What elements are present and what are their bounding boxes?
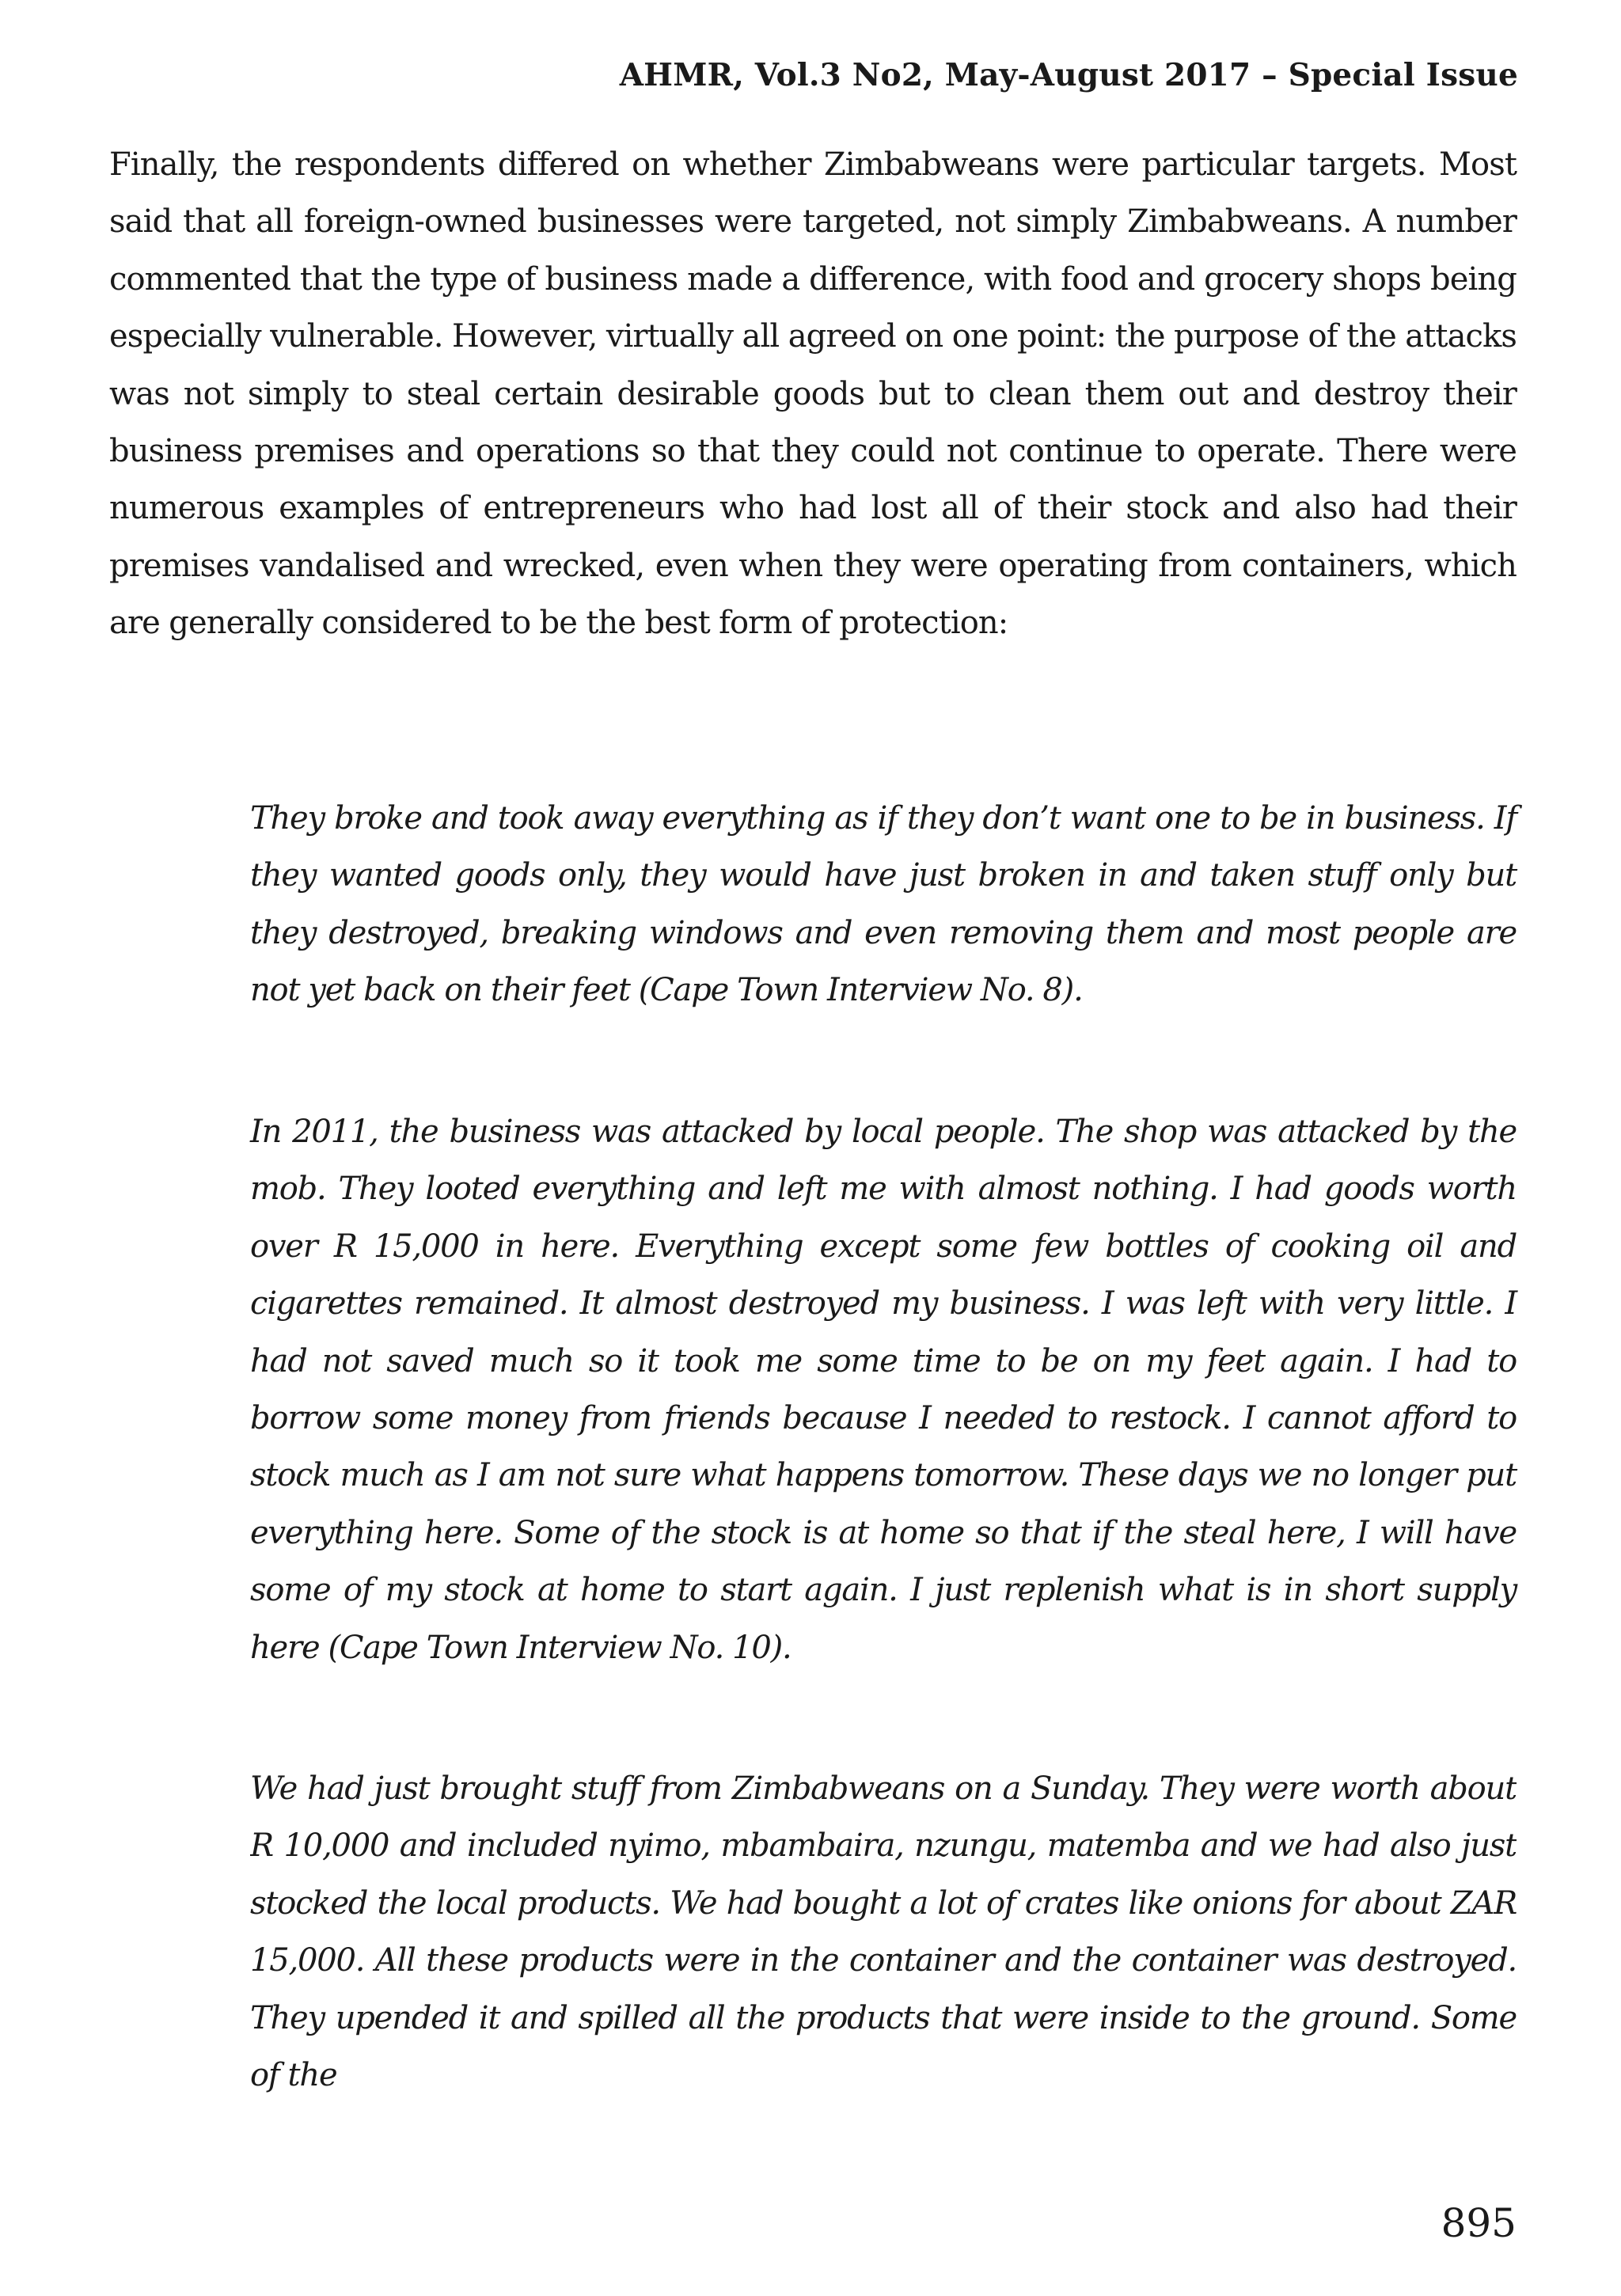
- block-quote-2: In 2011, the business was attacked by local people. The shop was attacked by the mob. They looted everything and left me with almost nothing. I had goods worth over R 15,000 in here. Everything except some few bottles of cooking oil and cigarettes remained. It almost destroyed my business. I was left with very little. I had not saved much so it took me some time to be on my feet again. I had to borrow some money from friends because I needed to restock. I cannot afford to stock much as I am not sure what happens tomorrow. These days we no longer put everything here. Some of the stock is at home so that if the steal here, I will have some of my stock at home to start again. I just replenish what is in short supply here (Cape Town Interview No. 10).: [250, 1114, 1517, 1666]
- page-number: 895: [1441, 2200, 1517, 2246]
- block-quote-3: We had just brought stuff from Zimbabweans on a Sunday. They were worth about R 10,000 and included nyimo, mbambaira, nzungu, matemba and we had also just stocked the local products. We had bought a lot of crates like onions for about ZAR 15,000. All these products were in the container and the container was destroyed. They upended it and spilled all the products that were inside to the ground. Some of the: [250, 1770, 1517, 2094]
- block-quote-1: They broke and took away everything as if they don’t want one to be in business. If they wanted goods only, they would have just broken in and taken stuff only but they destroyed, breaking windows and even removing them and most people are not yet back on their feet (Cape Town Interview No. 8).: [250, 800, 1517, 1009]
- body-paragraph: Finally, the respondents differed on whether Zimbabweans were particular targets. Most said that all foreign-owned businesses were targeted, not simply Zimbabweans. A number commented that the type of business made a difference, with food and grocery shops being especially vulnerable. However, virtually all agreed on one point: the purpose of the attacks was not simply to steal certain desirable goods but to clean them out and destroy their business premises and operations so that they could not continue to operate. There were numerous examples of entrepreneurs who had lost all of their stock and also had their premises vandalised and wrecked, even when they were operating from containers, which are generally considered to be the best form of protection:: [109, 146, 1517, 642]
- running-header: AHMR, Vol.3 No2, May-August 2017 – Special Issue: [619, 57, 1518, 93]
